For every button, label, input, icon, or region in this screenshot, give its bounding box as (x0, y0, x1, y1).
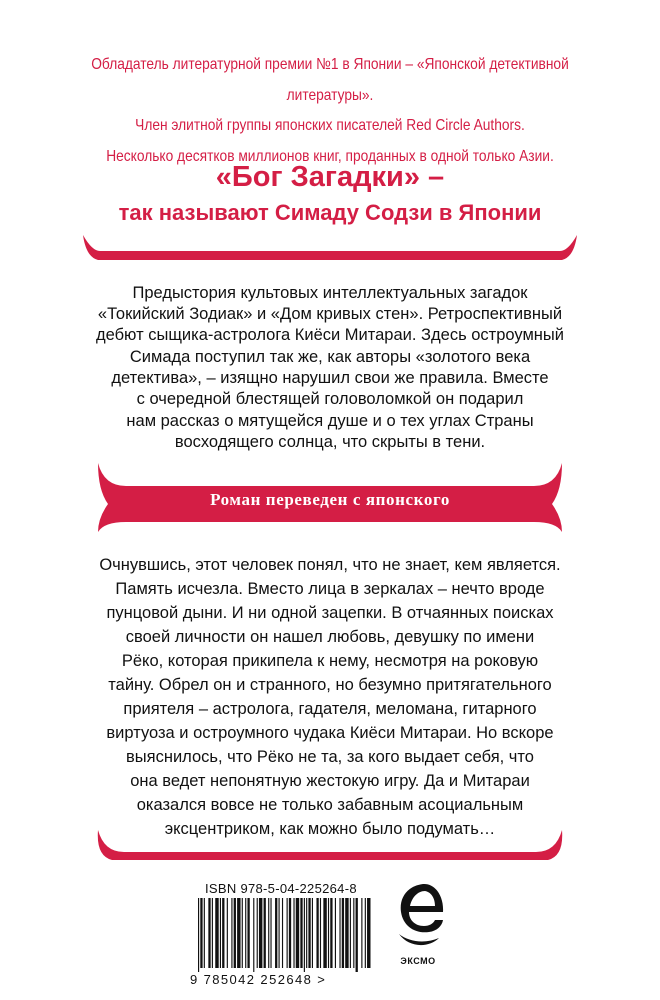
paragraph-2-line: Рёко, которая прикипела к нему, несмотря на роковую (121, 652, 539, 670)
intro-line-1: Обладатель литературной премии №1 в Японии – «Японской детективной литературы». (91, 56, 569, 104)
intro-block (0, 50, 660, 172)
paragraph-2-line: пунцовой дыни. И ни одной зацепки. В отчаянных поисках (106, 604, 554, 622)
paragraph-2-line: приятеля – астролога, гадателя, меломана, гитарного (123, 700, 537, 718)
paragraph-2-line: Очнувшись, этот человек понял, что не знает, кем является. (99, 556, 561, 574)
intro-line-2: Член элитной группы японских писателей Red Circle Authors. (135, 117, 525, 134)
paragraph-2-line: тайну. Обрел он и странного, но безумно притягательного (108, 676, 552, 694)
eksmo-logo-icon (395, 882, 445, 954)
paragraph-1-line: «Токийский Зодиак» и «Дом кривых стен». Ретроспективный (97, 305, 563, 323)
headline-bracket-decoration (0, 215, 660, 260)
paragraph-2-line: Память исчезла. Вместо лица в зеркалах – нечто вроде (115, 580, 545, 598)
isbn-number: ISBN 978-5-04-225264-8 (205, 881, 357, 896)
publisher-logo-text: ЭКСМО (400, 956, 436, 966)
barcode-digits: 9 785042 252648 > (190, 972, 327, 987)
paragraph-2-line: оказался вовсе не только забавным асоциальным (136, 796, 524, 814)
paragraph-1-line: Симада поступил так же, как авторы «золотого века (129, 348, 531, 366)
barcode-icon (198, 898, 374, 972)
paragraph-1-line: детектива», – изящно нарушил свои же правила. Вместе (111, 369, 549, 387)
headline-line-2: так называют Симаду Содзи в Японии (118, 200, 542, 225)
intro-line-3: Несколько десятков миллионов книг, проданных в одной только Азии. (106, 147, 554, 165)
paragraph-1-line: нам рассказ о мятущейся душе и о тех углах Страны (126, 412, 534, 430)
translation-banner-label: Роман переведен с японского (210, 490, 450, 509)
paragraph-2-line: эксцентриком, как можно было подумать… (164, 820, 496, 838)
paragraph-2-line: выяснилось, что Рёко не та, за кого выдает себя, что (126, 748, 534, 766)
paragraph-2-line: своей личности он нашел любовь, девушку по имени (125, 628, 535, 646)
paragraph-1-line: восходящего солнца, что скрыты в тени. (174, 433, 486, 451)
bottom-bracket-decoration (0, 822, 660, 862)
paragraph-2-line: она ведет непонятную жестокую игру. Да и Митараи (130, 772, 530, 790)
paragraph-1-line: дебют сыщика-астролога Киёси Митараи. Здесь остроумный (95, 326, 564, 344)
paragraph-1-line: Предыстория культовых интеллектуальных загадок (132, 284, 528, 302)
headline-line-1: «Бог Загадки» – (215, 161, 445, 193)
paragraph-1-line: с очередной блестящей головоломкой он подарил (136, 390, 524, 408)
paragraph-2-line: виртуоза и остроумного чудака Киёси Митараи. Но вскоре (106, 724, 554, 742)
